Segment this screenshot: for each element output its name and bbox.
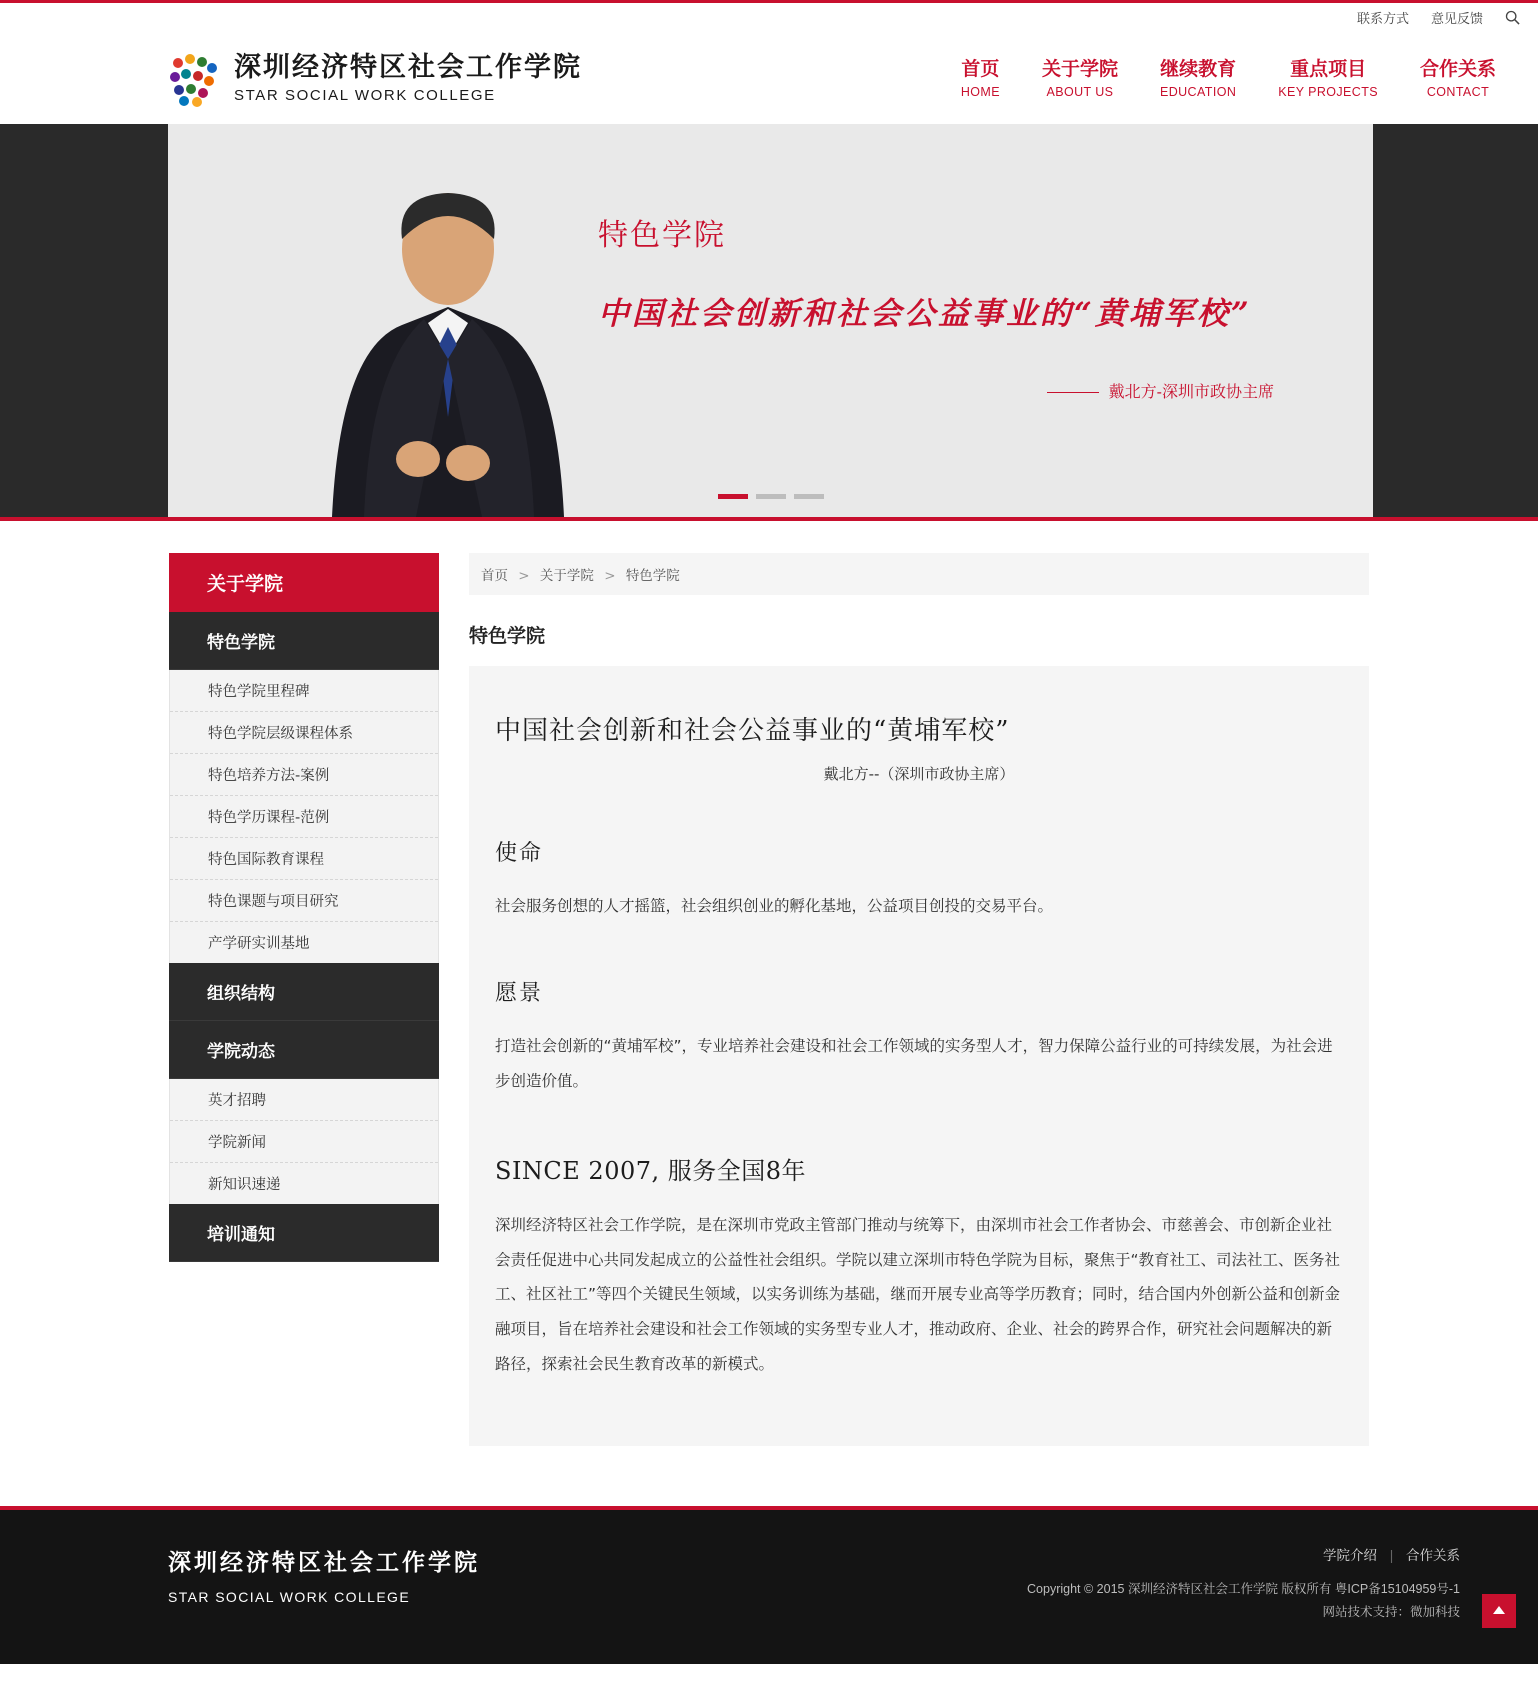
footer-link-about[interactable]: 学院介绍 [1322, 1548, 1377, 1563]
nav-label-cn: 合作关系 [1419, 58, 1496, 81]
footer-tech-support [1027, 1602, 1460, 1620]
breadcrumb [469, 553, 1369, 595]
site-header [0, 32, 1538, 124]
sidebar-item-training-method[interactable]: 特色培养方法-案例 [170, 754, 438, 796]
top-utility-bar [0, 0, 1538, 32]
footer-links [1027, 1544, 1460, 1564]
footer-brand-en: STAR SOCIAL WORK COLLEGE [168, 1589, 411, 1605]
carousel-dot-2[interactable] [756, 494, 786, 499]
footer-copyright-text: Copyright © 2015 深圳经济特区社会工作学院 版权所有 [1027, 1582, 1332, 1596]
sidebar-item-course-system[interactable]: 特色学院层级课程体系 [170, 712, 438, 754]
sidebar-group-news[interactable]: 学院动态 [169, 1021, 439, 1079]
sidebar-item-knowledge-express[interactable]: 新知识速递 [208, 1177, 281, 1193]
page-title: 特色学院 [469, 625, 546, 647]
nav-item-contact[interactable] [1420, 57, 1496, 99]
footer-tech-label: 网站技术支持： [1322, 1604, 1410, 1619]
nav-label-cn: 首页 [961, 58, 1000, 81]
footer-link-contact[interactable]: 合作关系 [1406, 1548, 1460, 1563]
footer-brand [168, 1544, 480, 1620]
nav-label-cn: 继续教育 [1160, 58, 1237, 81]
hero-slogan: 中国社会创新和社会公益事业的“黄埔军校” [598, 296, 1252, 332]
article-heading-since: SINCE 2007, 服务全国8年 [495, 1156, 807, 1185]
hero-attribution-text: 戴北方-深圳市政协主席 [1108, 384, 1274, 401]
breadcrumb-item-current: 特色学院 [625, 568, 680, 584]
hero-attribution [598, 379, 1298, 402]
footer-right [1027, 1544, 1512, 1620]
nav-label-en: CONTACT [1426, 84, 1490, 99]
breadcrumb-item-about[interactable]: 关于学院 [539, 568, 594, 584]
article-heading-mission: 使命 [495, 841, 544, 866]
footer-tech-name[interactable]: 微加科技 [1409, 1604, 1460, 1619]
sidebar-group-featured-college[interactable]: 特色学院 [169, 612, 439, 670]
sidebar-group-organization[interactable]: 组织结构 [169, 963, 439, 1021]
sidebar-item-international-course[interactable]: 特色国际教育课程 [170, 838, 438, 880]
nav-label-cn: 重点项目 [1290, 58, 1367, 81]
topbar-link-contact[interactable]: 联系方式 [1356, 11, 1409, 26]
nav-label-en: HOME [960, 84, 1000, 99]
sidebar-sublist-featured-college [169, 670, 439, 963]
sidebar-item-research-projects[interactable]: 特色课题与项目研究 [170, 880, 438, 922]
back-to-top-button[interactable] [1482, 1594, 1516, 1628]
sidebar-heading: 关于学院 [169, 553, 439, 612]
footer-link-separator: | [1389, 1548, 1394, 1563]
hero-slide [168, 124, 1373, 517]
sidebar-sublist-news [169, 1079, 439, 1204]
main-content [469, 553, 1369, 1446]
nav-label-en: ABOUT US [1046, 84, 1114, 99]
article-body-mission: 社会服务创想的人才摇篮，社会组织创业的孵化基地，公益项目创投的交易平台。 [495, 897, 1054, 915]
nav-label-en: EDUCATION [1159, 84, 1237, 99]
sidebar-item-degree-course[interactable]: 特色学历课程-范例 [170, 796, 438, 838]
arrow-up-icon [1491, 1603, 1507, 1619]
article-byline: 戴北方--（深圳市政协主席） [823, 765, 1015, 783]
sidebar-item-training-base[interactable]: 产学研实训基地 [208, 936, 310, 952]
hero-carousel [0, 124, 1538, 521]
nav-item-home[interactable] [961, 57, 1000, 99]
nav-label-en: KEY PROJECTS [1278, 84, 1378, 99]
brand-title-cn: 深圳经济特区社会工作学院 [234, 52, 582, 84]
article-panel [469, 666, 1369, 1446]
sidebar [169, 553, 439, 1446]
carousel-dot-3[interactable] [794, 494, 824, 499]
carousel-dot-1[interactable] [718, 494, 748, 499]
breadcrumb-item-home[interactable]: 首页 [481, 568, 508, 584]
sidebar-item-college-news[interactable]: 学院新闻 [170, 1121, 438, 1163]
main-navigation [961, 57, 1516, 99]
page-body [0, 521, 1538, 1506]
carousel-indicators [718, 494, 824, 499]
article-heading-vision: 愿景 [495, 980, 544, 1006]
sidebar-group-training-notice[interactable]: 培训通知 [169, 1204, 439, 1262]
article-body-vision: 打造社会创新的“黄埔军校”，专业培养社会建设和社会工作领域的实务型人才，智力保障公益行业的可持续发展，为社会进步创造价值。 [495, 1036, 1333, 1090]
brand-logo[interactable] [168, 49, 582, 107]
college-emblem-icon [168, 49, 220, 107]
footer-brand-cn: 深圳经济特区社会工作学院 [168, 1550, 480, 1576]
search-icon[interactable] [1505, 10, 1520, 25]
sidebar-item-milestone[interactable]: 特色学院里程碑 [170, 670, 438, 712]
hero-title: 特色学院 [598, 218, 726, 253]
site-footer [0, 1506, 1538, 1664]
nav-label-cn: 关于学院 [1041, 58, 1118, 81]
topbar-link-feedback[interactable]: 意见反馈 [1430, 11, 1483, 26]
hero-attribution-rule [1047, 392, 1099, 393]
footer-copyright [1027, 1578, 1460, 1602]
nav-item-about-us[interactable] [1042, 57, 1118, 99]
nav-item-education[interactable] [1160, 57, 1236, 99]
sidebar-item-recruitment[interactable]: 英才招聘 [170, 1079, 438, 1121]
footer-icp[interactable]: 粤ICP备15104959号-1 [1334, 1582, 1460, 1596]
brand-title-en: STAR SOCIAL WORK COLLEGE [234, 86, 496, 104]
breadcrumb-separator: > [604, 568, 616, 584]
nav-item-key-projects[interactable] [1278, 57, 1378, 99]
breadcrumb-separator: > [518, 568, 530, 584]
speaker-portrait [298, 187, 598, 517]
article-body-since: 深圳经济特区社会工作学院，是在深圳市党政主管部门推动与统筹下，由深圳市社会工作者协会、市慈善会、市创新企业社会责任促进中心共同发起成立的公益性社会组织。学院以建立深圳市特色学院为目标，聚焦于“教育社工、司法社工、医务社工、社区社工”等四个关键民生领域，以实务训练为基础，继而开展专业高等学历教育；同时，结合国内外创新公益和创新金融项目，旨在培养社会建设和社会工作领域的实务型专业人才，推动政府、企业、社会的跨界合作，研究社会问题解决的新路径，探索社会民生教育改革的新模式。 [495, 1215, 1341, 1374]
article-title: 中国社会创新和社会公益事业的“黄埔军校” [495, 716, 1010, 746]
